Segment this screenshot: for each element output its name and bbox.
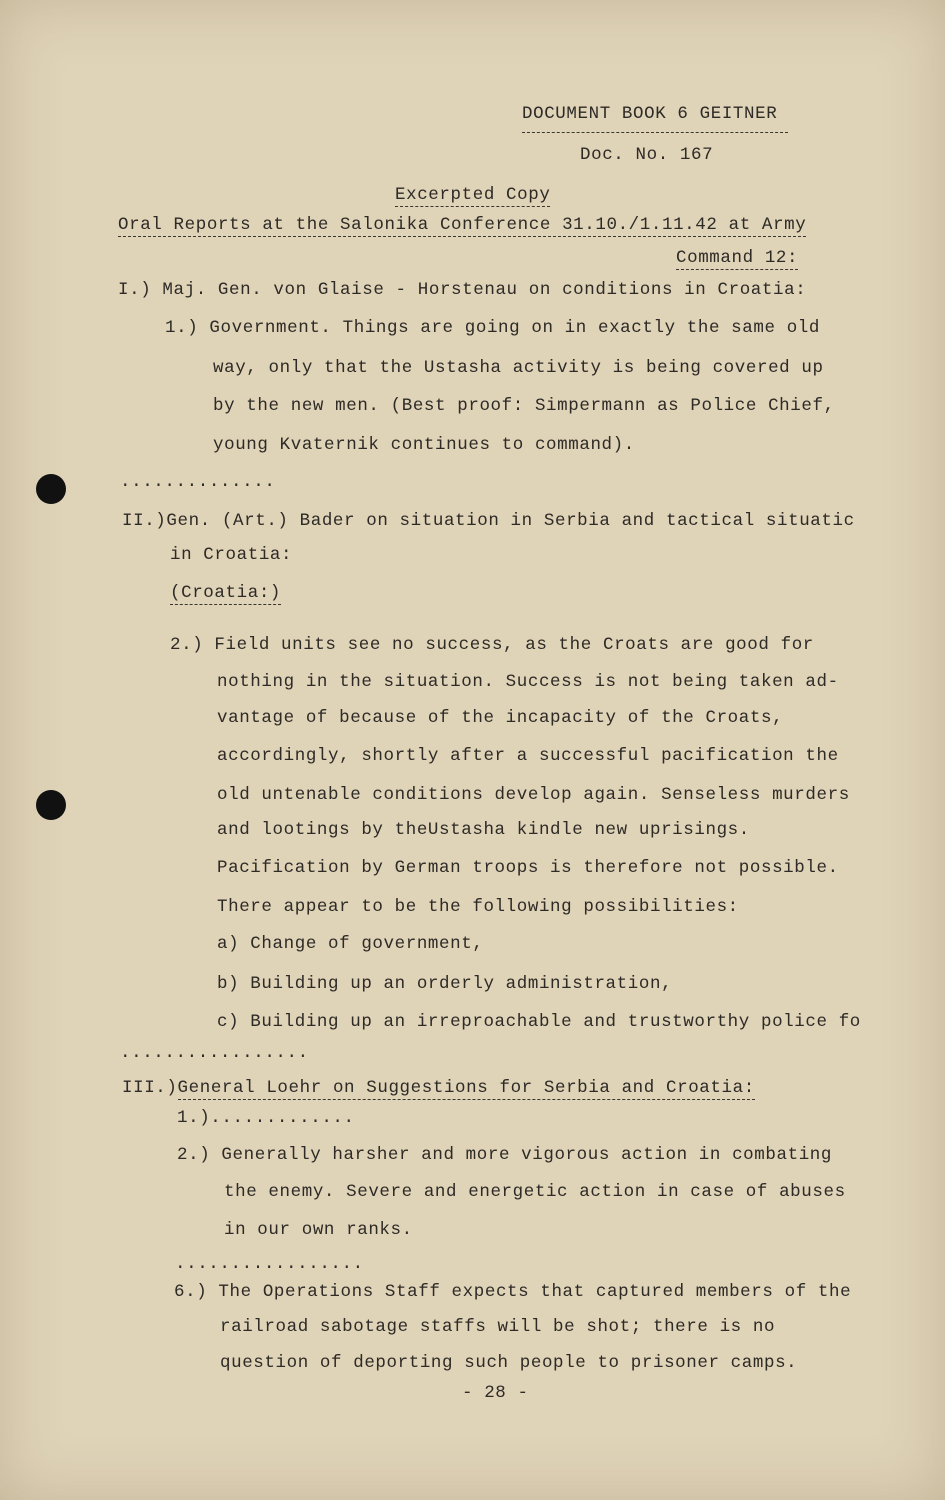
- section-3-item-1: 1.).............: [177, 1108, 355, 1128]
- doc-number: Doc. No. 167: [580, 145, 714, 165]
- section-3-prefix: III.): [122, 1078, 178, 1098]
- section-2-heading-cont: in Croatia:: [170, 545, 293, 565]
- punch-hole: [36, 790, 66, 820]
- document-title: Oral Reports at the Salonika Conference 31.10./1.11.42 at Army: [118, 215, 807, 235]
- section-1-item-line: young Kvaternik continues to command).: [213, 435, 635, 455]
- section-2-item-line: b) Building up an orderly administration,: [217, 974, 673, 994]
- document-title-cont: Command 12:: [676, 248, 799, 268]
- section-2-item-line: 2.) Field units see no success, as the Croats are good for: [170, 635, 814, 655]
- section-3-item-line: question of deporting such people to prisoner camps.: [220, 1353, 798, 1373]
- omission-dots: .................: [175, 1254, 364, 1274]
- section-2-subheading: (Croatia:): [170, 583, 282, 603]
- section-3-heading: [122, 1078, 755, 1098]
- header-rule: [522, 132, 788, 133]
- section-2-item-line: old untenable conditions develop again. Senseless murders: [217, 785, 850, 805]
- section-3-item-line: the enemy. Severe and energetic action in case of abuses: [224, 1182, 846, 1202]
- section-2-item-line: accordingly, shortly after a successful pacification the: [217, 746, 839, 766]
- section-1-item-line: 1.) Government. Things are going on in exactly the same old: [165, 318, 821, 338]
- section-2-item-line: Pacification by German troops is therefore not possible.: [217, 858, 839, 878]
- section-2-item-line: nothing in the situation. Success is not being taken ad-: [217, 672, 839, 692]
- section-2-item-line: a) Change of government,: [217, 934, 484, 954]
- section-2-heading: II.)Gen. (Art.) Bader on situation in Serbia and tactical situatic: [122, 511, 855, 531]
- section-1-item-line: by the new men. (Best proof: Simpermann as Police Chief,: [213, 396, 835, 416]
- excerpted-copy-label: Excerpted Copy: [395, 185, 551, 205]
- section-3-item-line: in our own ranks.: [224, 1220, 413, 1240]
- omission-dots: .................: [120, 1043, 309, 1063]
- section-1-heading: I.) Maj. Gen. von Glaise - Horstenau on conditions in Croatia:: [118, 280, 807, 300]
- section-3-title: General Loehr on Suggestions for Serbia and Croatia:: [177, 1078, 755, 1098]
- omission-dots: ..............: [120, 472, 276, 492]
- page-number: - 28 -: [462, 1383, 529, 1403]
- section-3-item-line: 2.) Generally harsher and more vigorous action in combating: [177, 1145, 833, 1165]
- section-2-item-line: vantage of because of the incapacity of the Croats,: [217, 708, 784, 728]
- section-2-item-line: and lootings by theUstasha kindle new uprisings.: [217, 820, 750, 840]
- section-1-item-line: way, only that the Ustasha activity is being covered up: [213, 358, 824, 378]
- punch-hole: [36, 474, 66, 504]
- section-2-item-line: There appear to be the following possibilities:: [217, 897, 739, 917]
- document-book-label: DOCUMENT BOOK 6 GEITNER: [522, 104, 778, 124]
- section-2-item-line: c) Building up an irreproachable and trustworthy police fo: [217, 1012, 861, 1032]
- section-3-item-line: railroad sabotage staffs will be shot; there is no: [220, 1317, 776, 1337]
- section-3-item-line: 6.) The Operations Staff expects that captured members of the: [174, 1282, 852, 1302]
